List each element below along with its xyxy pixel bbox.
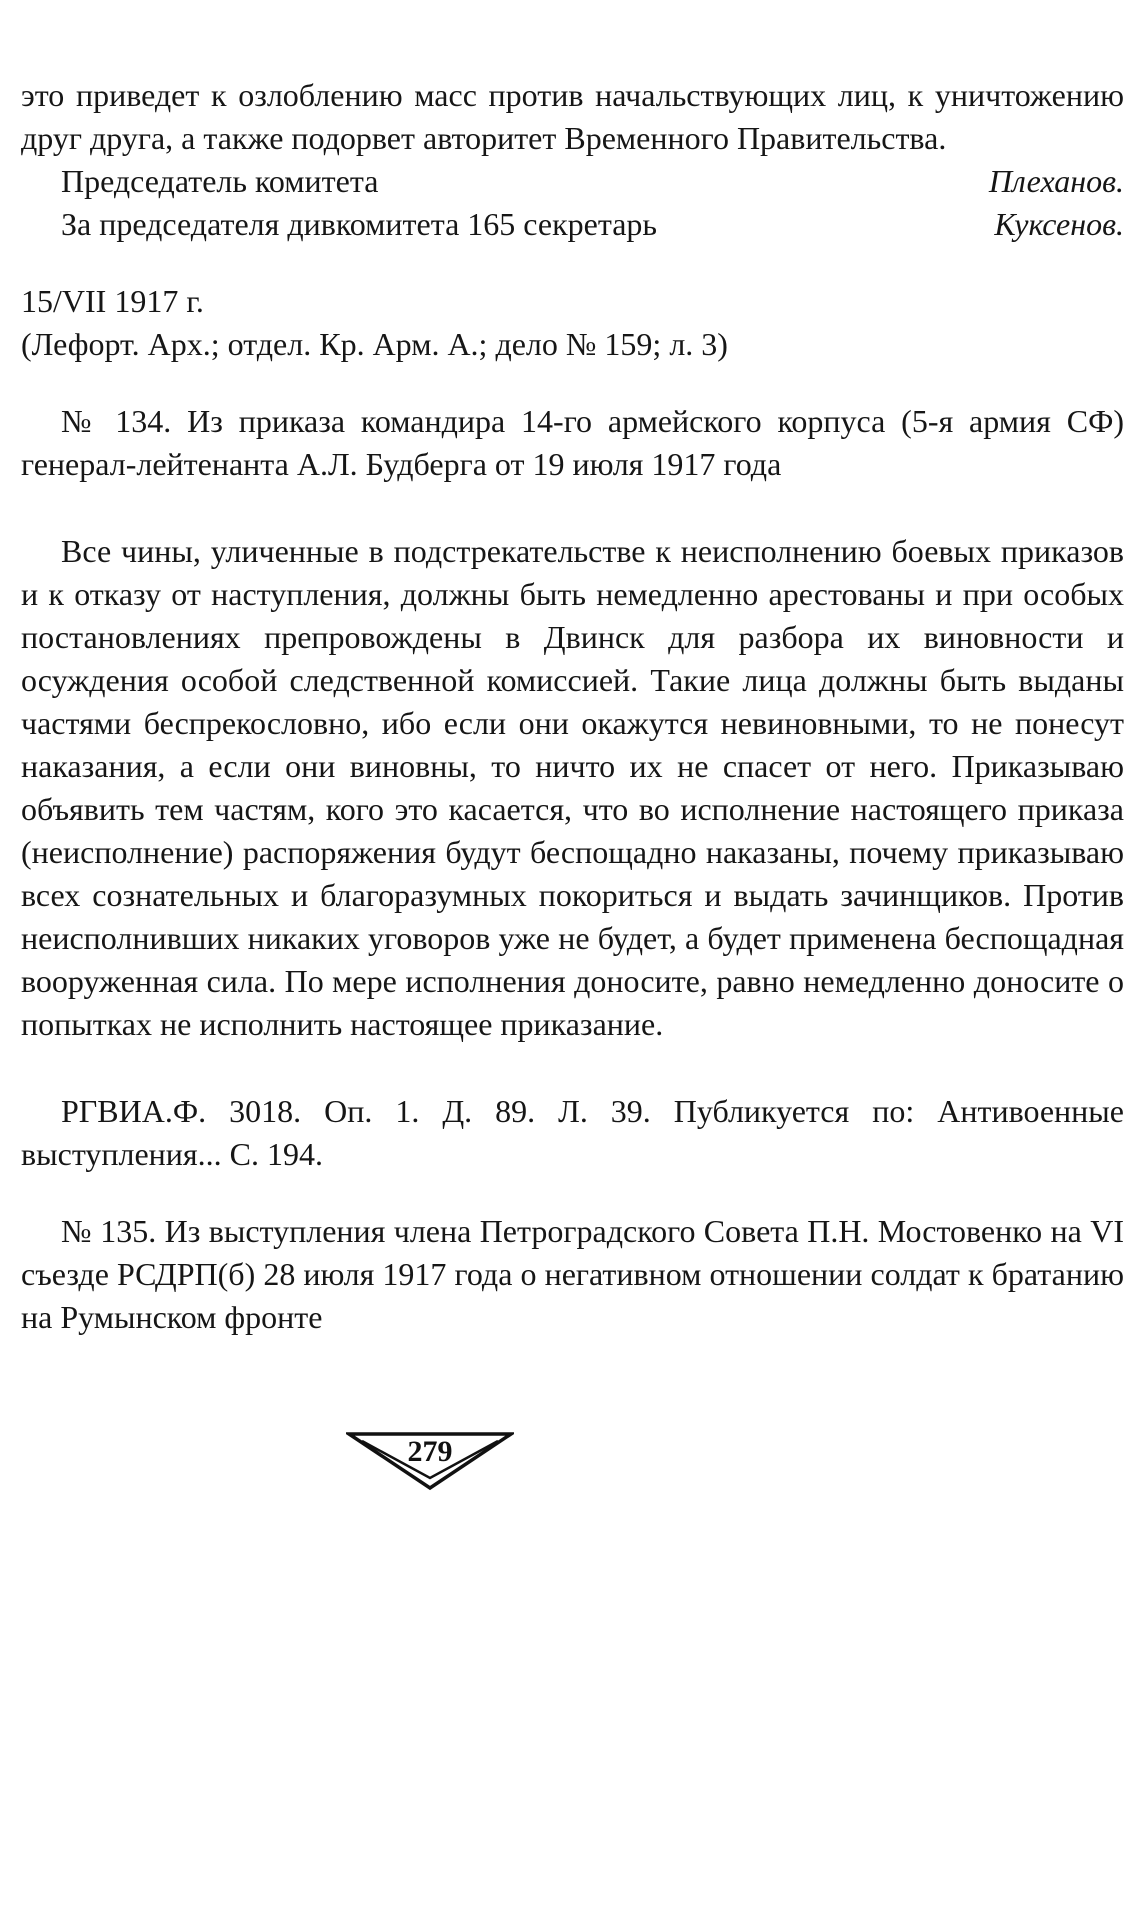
page-number: 279 [407, 1435, 453, 1468]
document-134-body: Все чины, уличенные в подстрекательстве к неисполнению боевых приказов и к отказу от наступления, должны быть немедленно арестованы и при особых постановлениях препровождены в Двинск для разбора их виновности и осуждения особой следственной комиссией. Такие лица должны быть выданы частями беспрекословно, ибо если они окажутся невиновными, то не понесут наказания, а если они виновны, то ничто их не спасет от него. Приказываю объявить тем частям, кого это касается, что во исполнение настоящего приказа (неисполнение) распоряжения будут беспощадно наказаны, почему приказываю всех сознательных и благоразумных покориться и выдать зачинщиков. Против неисполнивших никаких уговоров уже не будет, а будет применена беспощадная вооруженная сила. По мере исполнения доносите, равно немедленно доносите о попытках не исполнить настоящее приказание. [21, 533, 1124, 1042]
date-line: 15/VII 1917 г. [21, 283, 204, 319]
signature-role: Председатель комитета [61, 163, 379, 199]
signature-name: Куксенов. [994, 206, 1124, 242]
archive-reference: (Лефорт. Арх.; отдел. Кр. Арм. А.; дело № 159; л. 3) [21, 326, 728, 362]
continuation-paragraph: это приведет к озлоблению масс против начальствующих лиц, к уничтожению друг друга, а также подорвет авторитет Временного Правительства. [21, 77, 1124, 156]
signature-role: За председателя дивкомитета 165 секретарь [61, 206, 658, 242]
page-number-ornament [346, 1428, 514, 1492]
document-134-heading: № 134. Из приказа командира 14-го армейского корпуса (5-я армия СФ) генерал-лейтенанта А.Л. Будберга от 19 июля 1917 года [21, 403, 1124, 482]
signature-row [21, 203, 1124, 246]
signature-name: Плеханов. [988, 163, 1124, 199]
document-134-source: РГВИА.Ф. 3018. Оп. 1. Д. 89. Л. 39. Публикуется по: Антивоенные выступления... С. 194. [21, 1093, 1124, 1172]
document-135-heading: № 135. Из выступления члена Петроградского Совета П.Н. Мостовенко на VI съезде РСДРП(б) 28 июля 1917 года о негативном отношении солдат к братанию на Румынском фронте [21, 1213, 1124, 1335]
signature-row [21, 160, 1124, 203]
